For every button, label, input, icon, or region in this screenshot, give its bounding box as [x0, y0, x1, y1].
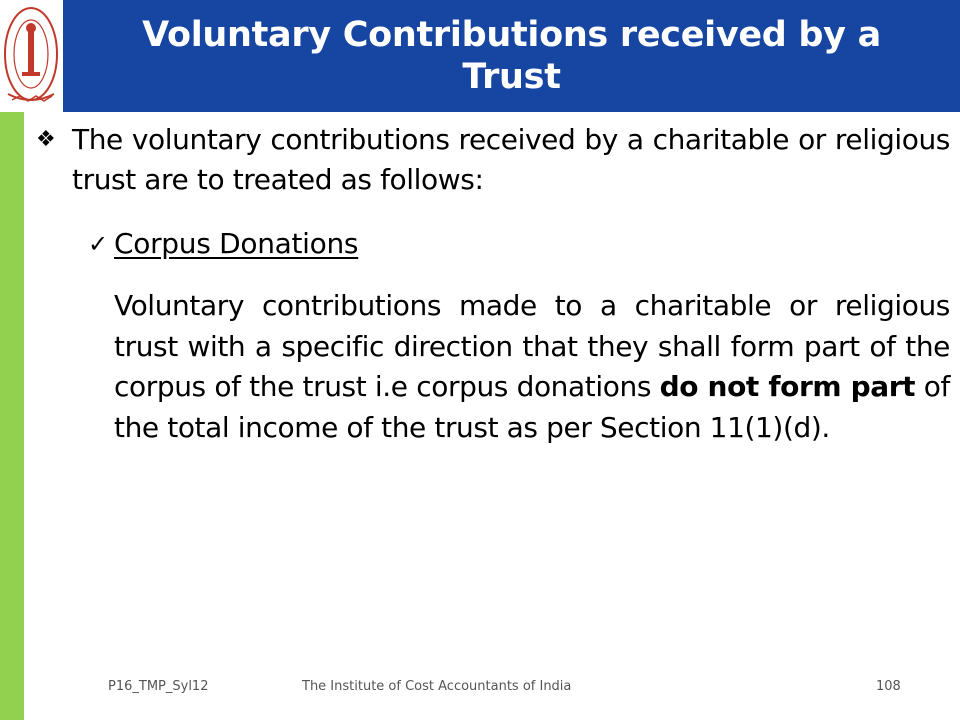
slide-title: Voluntary Contributions received by a Trust — [142, 15, 881, 97]
footer-left: P16_TMP_Syl12 — [108, 679, 209, 694]
para-bold-text: do not form part — [659, 370, 916, 403]
institute-seal-logo — [2, 2, 60, 110]
footer-center: The Institute of Cost Accountants of India — [302, 679, 572, 694]
sub-bullet — [88, 224, 358, 264]
bullet-text: The voluntary contributions received by a charitable or religious trust are to treated as follows: — [72, 123, 950, 196]
main-bullet — [36, 120, 950, 200]
diamond-bullet-icon: ❖ — [36, 127, 56, 152]
left-accent-stripe — [0, 112, 24, 720]
para-text-2: of the total income of the trust as per Section 11(1)(d). — [114, 370, 950, 444]
check-mark-icon: ✓ — [88, 230, 109, 258]
paragraph — [114, 286, 950, 448]
page-number: 108 — [876, 679, 901, 694]
title-bar — [63, 0, 960, 112]
sub-heading: Corpus Donations — [114, 227, 359, 260]
para-text-1: Voluntary contributions made to a charitable or religious trust with a specific direction that they shall form part of the corpus of the trust i.e corpus donations — [114, 289, 950, 403]
logo-area — [0, 0, 63, 112]
